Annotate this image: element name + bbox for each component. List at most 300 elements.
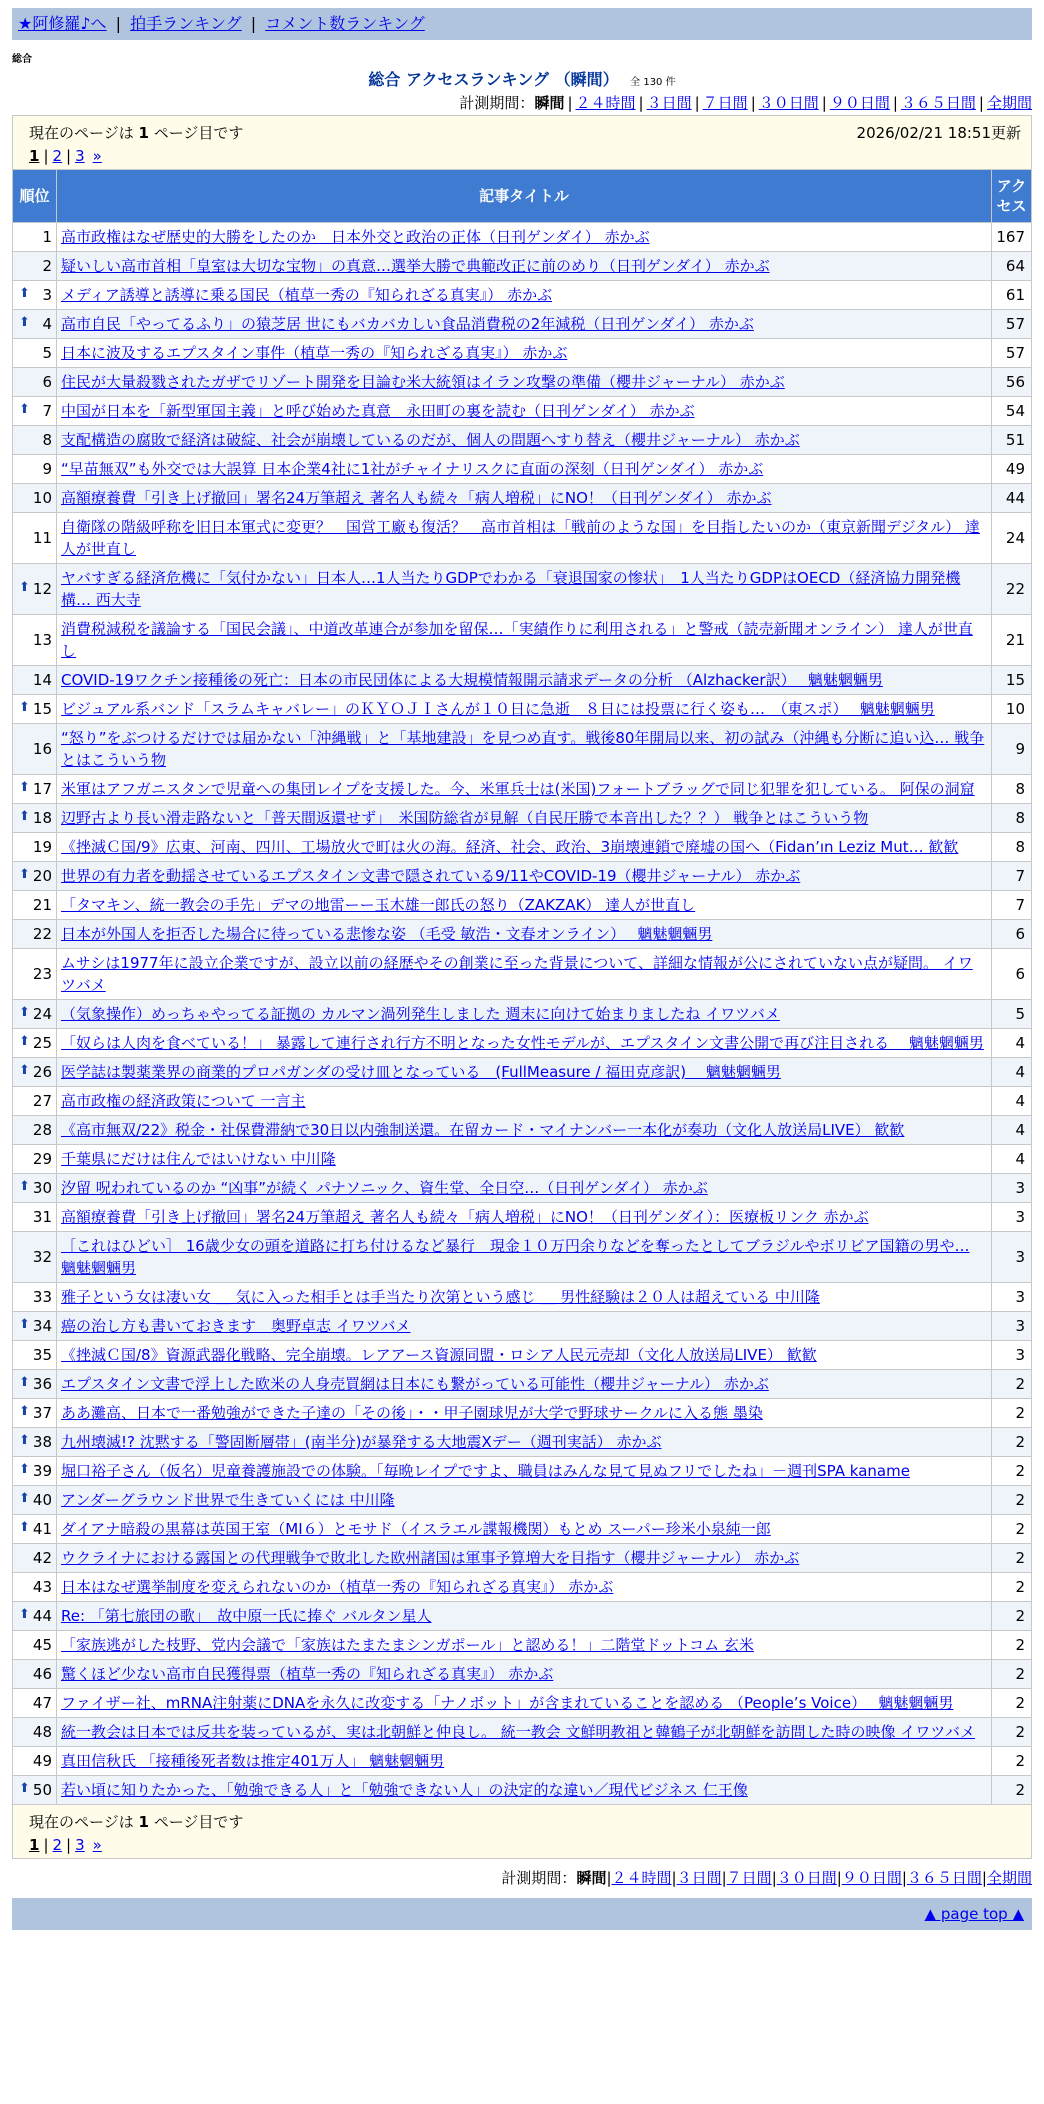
rank-cell bbox=[13, 1689, 57, 1718]
page-separator: | bbox=[43, 1836, 49, 1854]
period-option-link[interactable]: ３６５日間 bbox=[906, 1869, 982, 1887]
access-count: 2 bbox=[991, 1399, 1031, 1428]
access-count: 8 bbox=[991, 775, 1031, 804]
article-title-link[interactable]: “早苗無双”も外交では大誤算 日本企業4社に1社がチャイナリスクに直面の深刻（日刊ゲンダイ） 赤かぶ bbox=[61, 460, 764, 478]
rank-up-arrow-icon: ⬆ bbox=[19, 1034, 30, 1049]
page-link[interactable]: 2 bbox=[52, 1836, 63, 1854]
table-row bbox=[13, 862, 1032, 891]
next-page-link[interactable]: » bbox=[92, 1836, 102, 1854]
table-row bbox=[13, 695, 1032, 724]
rank-number: 27 bbox=[32, 1092, 52, 1110]
page-link[interactable]: 3 bbox=[75, 1836, 85, 1854]
access-count: 4 bbox=[991, 1145, 1031, 1174]
rank-cell bbox=[13, 1544, 57, 1573]
title-cell bbox=[57, 666, 992, 695]
access-count: 49 bbox=[991, 455, 1031, 484]
title-cell bbox=[57, 695, 992, 724]
rank-cell bbox=[13, 1029, 57, 1058]
article-title-link[interactable]: ムサシは1977年に設立企業ですが、設立以前の経歴やその創業に至った背景について、詳細な情報が公にされていない点が疑問。 イワツバメ bbox=[61, 954, 973, 994]
rank-number: 4 bbox=[42, 315, 52, 333]
period-label: 計測期間： bbox=[501, 1869, 577, 1887]
title-cell bbox=[57, 1457, 992, 1486]
article-title-link[interactable]: ヤバすぎる経済危機に「気付かない」日本人…1人当たりGDPでわかる「衰退国家の惨状」 1人当たりGDPはOECD（経済協力開発機構… 西大寺 bbox=[61, 569, 961, 609]
table-row bbox=[13, 564, 1032, 615]
rank-cell bbox=[13, 252, 57, 281]
period-separator: | bbox=[567, 94, 573, 112]
rank-cell bbox=[13, 833, 57, 862]
access-count: 44 bbox=[991, 484, 1031, 513]
article-title-link[interactable]: 世界の有力者を動揺させているエプスタイン文書で隠されている9/11やCOVID-19（櫻井ジャーナル） 赤かぶ bbox=[61, 867, 801, 885]
period-separator: | bbox=[836, 1869, 842, 1887]
article-title-link[interactable]: 真田信秋氏 「接種後死者数は推定401万人」 魑魅魍魎男 bbox=[61, 1752, 445, 1770]
table-row bbox=[13, 368, 1032, 397]
article-title-link[interactable]: 若い頃に知りたかった、「勉強できる人」と「勉強できない人」の決定的な違い／現代ビジネス 仁王像 bbox=[61, 1781, 748, 1799]
rank-cell bbox=[13, 1283, 57, 1312]
title-cell bbox=[57, 564, 992, 615]
access-count: 2 bbox=[991, 1602, 1031, 1631]
title-cell bbox=[57, 724, 992, 775]
access-count: 8 bbox=[991, 833, 1031, 862]
access-count: 57 bbox=[991, 310, 1031, 339]
article-title-link[interactable]: （気象操作）めっちゃやってる証拠の カルマン渦列発生しました 週末に向けて始まりましたね イワツバメ bbox=[61, 1005, 780, 1023]
title-cell bbox=[57, 1747, 992, 1776]
article-title-link[interactable]: 医学誌は製薬業界の商業的プロパガンダの受け皿となっている (FullMeasure / 福田克彦訳) 魑魅魍魎男 bbox=[61, 1063, 781, 1081]
article-title-link[interactable]: 中国が日本を「新型軍国主義」と呼び始めた真意 永田町の裏を読む（日刊ゲンダイ） 赤かぶ bbox=[61, 402, 695, 420]
period-separator: | bbox=[671, 1869, 677, 1887]
title-cell bbox=[57, 615, 992, 666]
access-count: 8 bbox=[991, 804, 1031, 833]
rank-number: 14 bbox=[32, 671, 52, 689]
rank-number: 23 bbox=[32, 965, 52, 983]
access-count: 54 bbox=[991, 397, 1031, 426]
rank-number: 1 bbox=[42, 228, 52, 246]
period-option-link[interactable]: ２４時間 bbox=[611, 1869, 672, 1887]
rank-number: 2 bbox=[42, 257, 52, 275]
access-count: 56 bbox=[991, 368, 1031, 397]
article-title-link[interactable]: ビジュアル系バンド「スラムキャバレー」のＫＹＯＪＩさんが１０日に急逝 ８日には投票に行く姿も… （東スポ） 魑魅魍魎男 bbox=[61, 700, 935, 718]
table-row bbox=[13, 1341, 1032, 1370]
period-option-link[interactable]: 全期間 bbox=[986, 1869, 1032, 1887]
rank-up-arrow-icon: ⬆ bbox=[19, 809, 30, 824]
period-option-link[interactable]: ３０日間 bbox=[776, 1869, 837, 1887]
rank-number: 35 bbox=[32, 1346, 52, 1364]
rank-number: 3 bbox=[42, 286, 52, 304]
page-top-link[interactable]: ▲ page top ▲ bbox=[924, 1905, 1024, 1923]
access-count: 3 bbox=[991, 1174, 1031, 1203]
rank-number: 30 bbox=[32, 1179, 52, 1197]
title-cell bbox=[57, 1370, 992, 1399]
article-title-link[interactable]: アンダーグラウンド世界で生きていくには 中川隆 bbox=[61, 1491, 395, 1509]
access-count: 6 bbox=[991, 920, 1031, 949]
article-title-link[interactable]: “怒り”をぶつけるだけでは届かない「沖縄戦」と「基地建設」を見つめ直す。戦後80年開局以来、初の試み（沖縄も分断に追い込… 戦争とはこういう物 bbox=[61, 729, 985, 769]
article-title-link[interactable]: 高市政権はなぜ歴史的大勝をしたのか 日本外交と政治の正体（日刊ゲンダイ） 赤かぶ bbox=[61, 228, 650, 246]
rank-cell bbox=[13, 1486, 57, 1515]
rank-cell bbox=[13, 1087, 57, 1116]
rank-number: 21 bbox=[32, 896, 52, 914]
rank-cell bbox=[13, 1718, 57, 1747]
rank-number: 37 bbox=[32, 1404, 52, 1422]
nav-separator: | bbox=[115, 14, 122, 33]
table-row bbox=[13, 615, 1032, 666]
title-cell bbox=[57, 775, 992, 804]
title-cell bbox=[57, 1689, 992, 1718]
article-title-link[interactable]: ああ灘高、日本で一番勉強ができた子達の「その後」・・甲子園球児が大学で野球サークルに入る態 墨染 bbox=[61, 1404, 763, 1422]
comment-ranking-link[interactable]: コメント数ランキング bbox=[265, 14, 425, 33]
rank-cell bbox=[13, 1312, 57, 1341]
access-count: 4 bbox=[991, 1029, 1031, 1058]
rank-number: 45 bbox=[32, 1636, 52, 1654]
title-cell bbox=[57, 1029, 992, 1058]
footer-bar bbox=[12, 1898, 1032, 1930]
table-row bbox=[13, 1145, 1032, 1174]
rank-number: 31 bbox=[32, 1208, 52, 1226]
period-option-link[interactable]: ３６５日間 bbox=[900, 94, 976, 112]
access-count: 24 bbox=[991, 513, 1031, 564]
article-title-link[interactable]: ダイアナ暗殺の黒幕は英国王室（MI６）とモサド（イスラエル諜報機関）もとめ スーパー珍米小泉純一郎 bbox=[61, 1520, 771, 1538]
title-cell bbox=[57, 1116, 992, 1145]
rank-up-arrow-icon: ⬆ bbox=[19, 1607, 30, 1622]
article-title-link[interactable]: 消費税減税を議論する「国民会議」、中道改革連合が参加を留保…「実績作りに利用される」と警戒（読売新聞オンライン） 達人が世直し bbox=[61, 620, 973, 660]
rank-number: 50 bbox=[32, 1781, 52, 1799]
table-row bbox=[13, 1631, 1032, 1660]
rank-number: 13 bbox=[32, 631, 52, 649]
table-row bbox=[13, 310, 1032, 339]
rank-cell bbox=[13, 426, 57, 455]
article-title-link[interactable]: 千葉県にだけは住んではいけない 中川隆 bbox=[61, 1150, 336, 1168]
rank-cell bbox=[13, 891, 57, 920]
rank-number: 49 bbox=[32, 1752, 52, 1770]
rank-cell bbox=[13, 615, 57, 666]
table-row bbox=[13, 1573, 1032, 1602]
rank-up-arrow-icon: ⬆ bbox=[19, 580, 30, 595]
table-row bbox=[13, 891, 1032, 920]
article-title-link[interactable]: Re: 「第七旅団の歌」 故中原一氏に捧ぐ バルタン星人 bbox=[61, 1607, 432, 1625]
title-cell bbox=[57, 1283, 992, 1312]
access-count: 2 bbox=[991, 1573, 1031, 1602]
article-title-link[interactable]: 高額療養費「引き上げ撤回」署名24万筆超え 著名人も続々「病人増税」にNO！（日刊ゲンダイ）：医療板リンク 赤かぶ bbox=[61, 1208, 869, 1226]
rank-cell bbox=[13, 1573, 57, 1602]
period-label: 計測期間： bbox=[459, 94, 535, 112]
title-cell bbox=[57, 1486, 992, 1515]
nav-separator: | bbox=[250, 14, 257, 33]
period-option-link[interactable]: ２４時間 bbox=[575, 94, 636, 112]
rank-number: 46 bbox=[32, 1665, 52, 1683]
table-row bbox=[13, 1399, 1032, 1428]
rank-cell bbox=[13, 310, 57, 339]
rank-cell bbox=[13, 513, 57, 564]
rank-cell bbox=[13, 1776, 57, 1805]
rank-number: 24 bbox=[32, 1005, 52, 1023]
clap-ranking-link[interactable]: 拍手ランキング bbox=[130, 14, 242, 33]
period-separator: | bbox=[892, 94, 898, 112]
access-count: 3 bbox=[991, 1283, 1031, 1312]
rank-number: 47 bbox=[32, 1694, 52, 1712]
article-title-link[interactable]: 日本に波及するエプスタイン事件（植草一秀の『知られざる真実』） 赤かぶ bbox=[61, 344, 568, 362]
current-page-text: 現在のページは 1 ページ目です bbox=[29, 1813, 244, 1831]
table-row bbox=[13, 1718, 1032, 1747]
title-cell bbox=[57, 310, 992, 339]
access-count: 6 bbox=[991, 949, 1031, 1000]
table-row bbox=[13, 666, 1032, 695]
access-count: 7 bbox=[991, 862, 1031, 891]
rank-cell bbox=[13, 1370, 57, 1399]
rank-up-arrow-icon: ⬆ bbox=[19, 1462, 30, 1477]
article-title-link[interactable]: 驚くほど少ない高市自民獲得票（植草一秀の『知られざる真実』） 赤かぶ bbox=[61, 1665, 554, 1683]
rank-column-header: 順位 bbox=[13, 170, 57, 223]
rank-number: 18 bbox=[32, 809, 52, 827]
period-separator: | bbox=[750, 94, 756, 112]
article-title-link[interactable]: 日本はなぜ選挙制度を変えられないのか（植草一秀の『知られざる真実』） 赤かぶ bbox=[61, 1578, 614, 1596]
access-count: 2 bbox=[991, 1486, 1031, 1515]
access-count: 167 bbox=[991, 223, 1031, 252]
table-row bbox=[13, 426, 1032, 455]
article-title-link[interactable]: 辺野古より長い滑走路ないと「普天間返還せず」 米国防総省が見解（自民圧勝で本音出した？？） 戦争とはこういう物 bbox=[61, 809, 869, 827]
rank-number: 44 bbox=[32, 1607, 52, 1625]
rank-cell bbox=[13, 1457, 57, 1486]
title-cell bbox=[57, 1232, 992, 1283]
article-title-link[interactable]: 高市政権の経済政策について 一言主 bbox=[61, 1092, 306, 1110]
table-row bbox=[13, 455, 1032, 484]
table-row bbox=[13, 804, 1032, 833]
rank-cell bbox=[13, 339, 57, 368]
table-row bbox=[13, 1602, 1032, 1631]
period-separator: | bbox=[901, 1869, 907, 1887]
title-cell bbox=[57, 1544, 992, 1573]
access-count: 4 bbox=[991, 1058, 1031, 1087]
period-selector-top bbox=[12, 92, 1032, 113]
article-title-link[interactable]: 統一教会は日本では反共を装っているが、実は北朝鮮と仲良し。 統一教会 文鮮明教祖と韓鶴子が北朝鮮を訪問した時の映像 イワツバメ bbox=[61, 1723, 976, 1741]
period-option-link[interactable]: ９０日間 bbox=[829, 94, 890, 112]
period-option-link[interactable]: ３０日間 bbox=[758, 94, 819, 112]
access-count: 2 bbox=[991, 1631, 1031, 1660]
title-cell bbox=[57, 368, 992, 397]
rank-cell bbox=[13, 695, 57, 724]
article-title-link[interactable]: 「家族逃がした枝野、党内会議で「家族はたまたまシンガポール」と認める！」二階堂ドットコム 玄米 bbox=[61, 1636, 754, 1654]
table-row bbox=[13, 1428, 1032, 1457]
rank-cell bbox=[13, 724, 57, 775]
title-cell bbox=[57, 1660, 992, 1689]
access-count: 9 bbox=[991, 724, 1031, 775]
period-option-link[interactable]: 全期間 bbox=[986, 94, 1032, 112]
article-title-link[interactable]: 九州壊滅!? 沈黙する「警固断層帯」(南半分)が暴発する大地震Xデー（週刊実話） 赤かぶ bbox=[61, 1433, 662, 1451]
rank-up-arrow-icon: ⬆ bbox=[19, 1005, 30, 1020]
rank-cell bbox=[13, 804, 57, 833]
rank-cell bbox=[13, 862, 57, 891]
rank-up-arrow-icon: ⬆ bbox=[19, 1520, 30, 1535]
updated-timestamp: 2026/02/21 18:51更新 bbox=[856, 124, 1021, 142]
title-cell bbox=[57, 397, 992, 426]
rank-number: 26 bbox=[32, 1063, 52, 1081]
article-title-link[interactable]: ファイザー社、mRNA注射薬にDNAを永久に改変する「ナノボット」が含まれていることを認める （People’s Voice） 魑魅魍魎男 bbox=[61, 1694, 954, 1712]
access-count: 4 bbox=[991, 1116, 1031, 1145]
rank-number: 19 bbox=[32, 838, 52, 856]
access-count: 2 bbox=[991, 1428, 1031, 1457]
period-separator: | bbox=[606, 1869, 612, 1887]
count-column-header: アクセス bbox=[991, 170, 1031, 223]
access-count: 2 bbox=[991, 1515, 1031, 1544]
table-row bbox=[13, 223, 1032, 252]
access-count: 2 bbox=[991, 1776, 1031, 1805]
rank-cell bbox=[13, 1399, 57, 1428]
article-title-link[interactable]: 《高市無双/22》税金・社保費滞納で30日以内強制送還。在留カード・マイナンバー一本化が奏功（文化人放送局LIVE） 歓歓 bbox=[61, 1121, 905, 1139]
title-cell bbox=[57, 1573, 992, 1602]
article-title-link[interactable]: 米軍はアフガニスタンで児童への集団レイプを支援した。今、米軍兵士は(米国)フォートブラッグで同じ犯罪を犯している。 阿保の洞窟 bbox=[61, 780, 975, 798]
pagination-bottom bbox=[29, 1836, 1021, 1854]
rank-up-arrow-icon: ⬆ bbox=[19, 867, 30, 882]
access-count: 3 bbox=[991, 1203, 1031, 1232]
page-separator: | bbox=[43, 147, 49, 165]
rank-number: 8 bbox=[42, 431, 52, 449]
pagination-top bbox=[29, 147, 1021, 165]
period-separator: | bbox=[978, 94, 984, 112]
title-cell bbox=[57, 1145, 992, 1174]
rank-cell bbox=[13, 1203, 57, 1232]
table-row bbox=[13, 1203, 1032, 1232]
table-row bbox=[13, 1515, 1032, 1544]
table-row bbox=[13, 775, 1032, 804]
access-count: 21 bbox=[991, 615, 1031, 666]
access-count: 2 bbox=[991, 1660, 1031, 1689]
article-title-link[interactable]: メディア誘導と誘導に乗る国民（植草一秀の『知られざる真実』） 赤かぶ bbox=[61, 286, 553, 304]
table-row bbox=[13, 339, 1032, 368]
rank-number: 10 bbox=[32, 489, 52, 507]
category-label: 総合 bbox=[12, 54, 32, 65]
rank-number: 43 bbox=[32, 1578, 52, 1596]
table-row bbox=[13, 833, 1032, 862]
rank-number: 5 bbox=[42, 344, 52, 362]
rank-cell bbox=[13, 1232, 57, 1283]
table-row bbox=[13, 484, 1032, 513]
article-title-link[interactable]: 自衛隊の階級呼称を旧日本軍式に変更？ 国営工廠も復活？ 高市首相は「戦前のような国」を目指したいのか（東京新聞デジタル） 達人が世直し bbox=[61, 518, 980, 558]
table-row bbox=[13, 1776, 1032, 1805]
rank-number: 41 bbox=[32, 1520, 52, 1538]
article-title-link[interactable]: 疑いしい高市首相「皇室は大切な宝物」の真意…選挙大勝で典範改正に前のめり（日刊ゲンダイ） 赤かぶ bbox=[61, 257, 770, 275]
table-row bbox=[13, 1747, 1032, 1776]
rank-number: 7 bbox=[42, 402, 52, 420]
article-title-link[interactable]: 高額療養費「引き上げ撤回」署名24万筆超え 著名人も続々「病人増税」にNO！（日刊ゲンダイ） 赤かぶ bbox=[61, 489, 772, 507]
page-link[interactable]: 3 bbox=[75, 147, 85, 165]
access-count: 4 bbox=[991, 1087, 1031, 1116]
top-nav-bar bbox=[12, 8, 1032, 40]
rank-cell bbox=[13, 397, 57, 426]
table-row bbox=[13, 1312, 1032, 1341]
rank-cell bbox=[13, 1145, 57, 1174]
article-title-link[interactable]: エプスタイン文書で浮上した欧米の人身売買網は日本にも繋がっている可能性（櫻井ジャーナル） 赤かぶ bbox=[61, 1375, 769, 1393]
article-title-link[interactable]: 支配構造の腐敗で経済は破綻、社会が崩壊しているのだが、個人の問題へすり替え（櫻井ジャーナル） 赤かぶ bbox=[61, 431, 800, 449]
title-cell bbox=[57, 455, 992, 484]
page-info-top bbox=[13, 116, 1032, 170]
rank-number: 33 bbox=[32, 1288, 52, 1306]
rank-cell bbox=[13, 564, 57, 615]
period-option-link[interactable]: ７日間 bbox=[702, 94, 748, 112]
title-cell bbox=[57, 1058, 992, 1087]
rank-number: 22 bbox=[32, 925, 52, 943]
period-option-link[interactable]: ７日間 bbox=[726, 1869, 772, 1887]
rank-number: 17 bbox=[32, 780, 52, 798]
rank-up-arrow-icon: ⬆ bbox=[19, 402, 30, 417]
rank-cell bbox=[13, 666, 57, 695]
article-title-link[interactable]: 高市自民「やってるふり」の猿芝居 世にもバカバカしい食品消費税の2年減税（日刊ゲンダイ） 赤かぶ bbox=[61, 315, 754, 333]
article-title-link[interactable]: ウクライナにおける露国との代理戦争で敗北した欧州諸国は軍事予算増大を目指す（櫻井ジャーナル） 赤かぶ bbox=[61, 1549, 800, 1567]
rank-cell bbox=[13, 1747, 57, 1776]
rank-up-arrow-icon: ⬆ bbox=[19, 315, 30, 330]
rank-cell bbox=[13, 1000, 57, 1029]
rank-up-arrow-icon: ⬆ bbox=[19, 1179, 30, 1194]
page-separator: | bbox=[66, 1836, 72, 1854]
article-title-link[interactable]: 日本が外国人を拒否した場合に待っている悲惨な姿 （毛受 敏浩・文春オンライン） 魑魅魍魎男 bbox=[61, 925, 713, 943]
rank-cell bbox=[13, 949, 57, 1000]
title-cell bbox=[57, 1399, 992, 1428]
article-title-link[interactable]: 癌の治し方も書いておきます 奥野卓志 イワツバメ bbox=[61, 1317, 411, 1335]
article-title-link[interactable]: 《挫滅Ｃ国/8》資源武器化戦略、完全崩壊。レアアース資源同盟・ロシア人民元売却（文化人放送局LIVE） 歓歓 bbox=[61, 1346, 817, 1364]
rank-up-arrow-icon: ⬆ bbox=[19, 286, 30, 301]
access-count: 15 bbox=[991, 666, 1031, 695]
access-count: 2 bbox=[991, 1370, 1031, 1399]
article-title-link[interactable]: 雅子という女は凄い女 ＿ 気に入った相手とは手当たり次第という感じ ＿ 男性経験は２０人は超えている 中川隆 bbox=[61, 1288, 820, 1306]
article-title-link[interactable]: 《挫滅Ｃ国/9》広東、河南、四川、工場放火で町は火の海。経済、社会、政治、3崩壊連鎖で廃墟の国へ（Fidan’ın Leziz Mut… 歓歓 bbox=[61, 838, 959, 856]
rank-number: 38 bbox=[32, 1433, 52, 1451]
rank-up-arrow-icon: ⬆ bbox=[19, 1317, 30, 1332]
title-cell bbox=[57, 339, 992, 368]
article-title-link[interactable]: 「奴らは人肉を食べている！」 暴露して連行され行方不明となった女性モデルが、エプスタイン文書公開で再び注目される 魑魅魍魎男 bbox=[61, 1034, 984, 1052]
title-column-header: 記事タイトル bbox=[57, 170, 992, 223]
access-count: 61 bbox=[991, 281, 1031, 310]
next-page-link[interactable]: » bbox=[92, 147, 102, 165]
title-cell bbox=[57, 1000, 992, 1029]
title-cell bbox=[57, 426, 992, 455]
rank-number: 20 bbox=[32, 867, 52, 885]
article-title-link[interactable]: 住民が大量殺戮されたガザでリゾート開発を目論む米大統領はイラン攻撃の準備（櫻井ジャーナル） 赤かぶ bbox=[61, 373, 785, 391]
rank-number: 39 bbox=[32, 1462, 52, 1480]
period-option-link[interactable]: ９０日間 bbox=[841, 1869, 902, 1887]
article-title-link[interactable]: 「タマキン、統一教会の手先」デマの地雷ーー玉木雄一郎氏の怒り（ZAKZAK） 達人が世直し bbox=[61, 896, 696, 914]
rank-cell bbox=[13, 920, 57, 949]
article-title-link[interactable]: ［これはひどい］ 16歳少女の頭を道路に打ち付けるなど暴行 現金１０万円余りなどを奪ったとしてブラジルやボリビア国籍の男や… 魑魅魍魎男 bbox=[61, 1237, 970, 1277]
home-link[interactable]: ★阿修羅♪へ bbox=[18, 14, 107, 33]
rank-number: 32 bbox=[32, 1248, 52, 1266]
access-count: 2 bbox=[991, 1747, 1031, 1776]
rank-number: 28 bbox=[32, 1121, 52, 1139]
access-count: 3 bbox=[991, 1232, 1031, 1283]
access-count: 2 bbox=[991, 1457, 1031, 1486]
rank-up-arrow-icon: ⬆ bbox=[19, 1781, 30, 1796]
ranking-title: 総合 アクセスランキング （瞬間） bbox=[368, 70, 619, 89]
table-row bbox=[13, 920, 1032, 949]
article-title-link[interactable]: COVID-19ワクチン接種後の死亡：日本の市民団体による大規模情報開示請求データの分析 （Alzhacker訳） 魑魅魍魎男 bbox=[61, 671, 883, 689]
page-title bbox=[12, 67, 1032, 90]
article-title-link[interactable]: 汐留 呪われているのか “凶事”が続く パナソニック、資生堂、全日空…（日刊ゲンダイ） 赤かぶ bbox=[61, 1179, 708, 1197]
table-row bbox=[13, 1457, 1032, 1486]
period-option-link[interactable]: ３日間 bbox=[646, 94, 692, 112]
page-link[interactable]: 2 bbox=[52, 147, 63, 165]
current-page-number: 1 bbox=[29, 1836, 40, 1854]
article-title-link[interactable]: 堀口裕子さん（仮名）児童養護施設での体験。「毎晩レイプですよ、職員はみんな見て見ぬフリでしたね」－週刊SPA kaname bbox=[61, 1462, 910, 1480]
title-cell bbox=[57, 1341, 992, 1370]
access-count: 2 bbox=[991, 1689, 1031, 1718]
rank-cell bbox=[13, 1602, 57, 1631]
total-count: 全 130 件 bbox=[630, 77, 676, 88]
access-count: 51 bbox=[991, 426, 1031, 455]
current-page-number: 1 bbox=[29, 147, 40, 165]
rank-number: 29 bbox=[32, 1150, 52, 1168]
table-row bbox=[13, 252, 1032, 281]
title-cell bbox=[57, 862, 992, 891]
rank-cell bbox=[13, 281, 57, 310]
access-count: 3 bbox=[991, 1312, 1031, 1341]
period-selector-bottom bbox=[12, 1867, 1032, 1888]
period-option-link[interactable]: ３日間 bbox=[676, 1869, 722, 1887]
table-row bbox=[13, 1660, 1032, 1689]
